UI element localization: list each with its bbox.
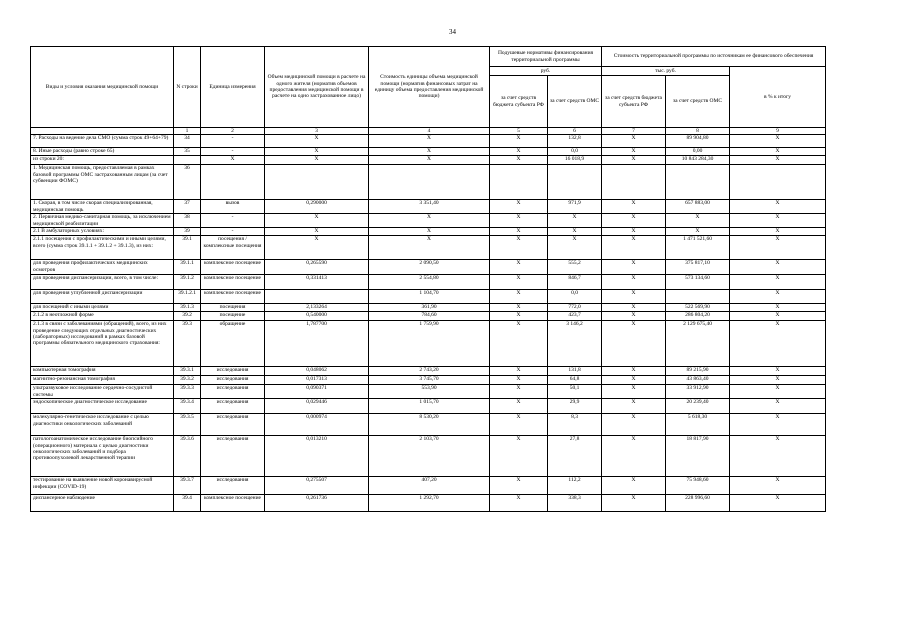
- cell-budget-ths: X: [602, 304, 666, 312]
- table-row: [31, 228, 826, 236]
- table-row: [31, 436, 826, 477]
- cell-unit-cost: 3 745,70: [369, 376, 490, 385]
- cell-percent: X: [730, 477, 826, 495]
- cell-percent: X: [730, 290, 826, 304]
- cell-percent: X: [730, 312, 826, 321]
- cell-oms-rub: 16 018,9: [548, 156, 602, 165]
- cell-percent: X: [730, 321, 826, 367]
- row-name: диспансерное наблюдение: [31, 495, 174, 512]
- table-row: [31, 135, 826, 148]
- row-unit: -: [201, 228, 265, 236]
- cell-oms-ths: 10 843 284,30: [666, 156, 730, 165]
- cell-oms-ths: 573 134,60: [666, 275, 730, 290]
- row-unit: комплексное посещение: [201, 275, 265, 290]
- cell-oms-rub: 846,7: [548, 275, 602, 290]
- cell-oms-rub: 131,8: [548, 367, 602, 376]
- cell-budget-ths: X: [602, 228, 666, 236]
- cell-volume: 0,265590: [265, 260, 369, 275]
- table-row: [31, 304, 826, 312]
- header-oms-ths: за счет средств ОМС: [666, 76, 730, 128]
- row-name: для посещений с иными целями: [31, 304, 174, 312]
- cell-oms-rub: 338,3: [548, 495, 602, 512]
- cell-unit-cost: 2 090,50: [369, 260, 490, 275]
- row-name: 1. Медицинская помощь, предоставляемая в рамках базовой программы ОМС застрахованным лицам (за счет субвенции ФОМС): [31, 165, 174, 200]
- column-number: 2: [201, 128, 265, 135]
- row-unit: -: [201, 214, 265, 228]
- row-number: 39: [174, 228, 201, 236]
- cell-budget-rub: X: [490, 290, 548, 304]
- row-number: 39.3.4: [174, 399, 201, 414]
- cell-oms-rub: 132,8: [548, 135, 602, 148]
- row-number: 39.3.5: [174, 414, 201, 436]
- row-name: 7. Расходы на ведение дела СМО (сумма строк 49+64+79): [31, 135, 174, 148]
- cell-oms-ths: 89 904,80: [666, 135, 730, 148]
- cell-volume: 0,261736: [265, 495, 369, 512]
- cell-oms-rub: 8,3: [548, 414, 602, 436]
- cell-percent: X: [730, 148, 826, 156]
- row-unit: исследования: [201, 436, 265, 477]
- cell-oms-ths: 20 239,40: [666, 399, 730, 414]
- cell-oms-ths: 1 471 521,60: [666, 236, 730, 260]
- row-unit: посещения: [201, 304, 265, 312]
- cell-budget-ths: X: [602, 236, 666, 260]
- cell-budget-rub: X: [490, 304, 548, 312]
- cell-oms-ths: 18 817,90: [666, 436, 730, 477]
- row-name: молекулярно-генетическое исследование с целью диагностики онкологических заболеваний: [31, 414, 174, 436]
- row-number: 39.3.3: [174, 385, 201, 399]
- cell-oms-rub: 423,7: [548, 312, 602, 321]
- cell-budget-ths: X: [602, 367, 666, 376]
- header-unit: Единица измерения: [201, 47, 265, 128]
- table-row: [31, 156, 826, 165]
- cell-volume: X: [265, 214, 369, 228]
- cell-oms-rub: X: [548, 228, 602, 236]
- cell-unit-cost: X: [369, 214, 490, 228]
- cell-volume: X: [265, 135, 369, 148]
- table-row: [31, 200, 826, 214]
- row-name: 2.1.3 в связи с заболеваниями (обращений), всего, из них проведение следующих отдельных диагностических (лабораторных) исследований в рамках базовой программы обязательного медицинского страхования:: [31, 321, 174, 367]
- cell-budget-ths: X: [602, 321, 666, 367]
- row-number: 39.1.3: [174, 304, 201, 312]
- cell-budget-ths: X: [602, 275, 666, 290]
- cell-budget-rub: X: [490, 436, 548, 477]
- cell-volume: X: [265, 156, 369, 165]
- cell-budget-ths: X: [602, 399, 666, 414]
- cell-volume: 0,331413: [265, 275, 369, 290]
- cell-oms-rub: 50,1: [548, 385, 602, 399]
- cell-oms-ths: 286 804,20: [666, 312, 730, 321]
- table-row: [31, 495, 826, 512]
- column-number: 9: [730, 128, 826, 135]
- cell-budget-rub: X: [490, 148, 548, 156]
- header-unit-rub: руб.: [490, 67, 602, 76]
- row-name: 2.1.2 в неотложной форме: [31, 312, 174, 321]
- table-row: [31, 312, 826, 321]
- cell-oms-ths: 43 863,40: [666, 376, 730, 385]
- row-name: 2.1 В амбулаторных условиях:: [31, 228, 174, 236]
- cell-volume: 0,029446: [265, 399, 369, 414]
- cell-oms-rub: X: [548, 214, 602, 228]
- cell-unit-cost: X: [369, 156, 490, 165]
- cell-budget-rub: X: [490, 228, 548, 236]
- cell-oms-rub: 971,9: [548, 200, 602, 214]
- cell-percent: X: [730, 399, 826, 414]
- cell-oms-ths: 375 817,10: [666, 260, 730, 275]
- cell-budget-ths: X: [602, 260, 666, 275]
- table-body: [31, 135, 826, 512]
- row-unit: [201, 165, 265, 200]
- medical-program-table: [30, 46, 826, 512]
- row-name: 8. Иные расходы (равно строке 65): [31, 148, 174, 156]
- row-number: 39.3: [174, 321, 201, 367]
- cell-budget-rub: X: [490, 260, 548, 275]
- table-row: [31, 214, 826, 228]
- cell-volume: 0,275507: [265, 477, 369, 495]
- cell-budget-ths: X: [602, 385, 666, 399]
- row-number: 39.2: [174, 312, 201, 321]
- cell-unit-cost: 2 743,20: [369, 367, 490, 376]
- cell-percent: X: [730, 200, 826, 214]
- cell-percent: X: [730, 436, 826, 477]
- cell-unit-cost: [369, 165, 490, 200]
- row-unit: вызов: [201, 200, 265, 214]
- row-number: 39.1: [174, 236, 201, 260]
- row-unit: -: [201, 135, 265, 148]
- cell-unit-cost: 2 103,70: [369, 436, 490, 477]
- row-number: 37: [174, 200, 201, 214]
- row-name: эндоскопическое диагностическое исследование: [31, 399, 174, 414]
- row-unit: посещения / комплексные посещения: [201, 236, 265, 260]
- cell-oms-ths: 0,00: [666, 148, 730, 156]
- table-row: [31, 236, 826, 260]
- row-number: 39.3.1: [174, 367, 201, 376]
- cell-oms-rub: 772,0: [548, 304, 602, 312]
- row-unit: -: [201, 148, 265, 156]
- row-unit: комплексное посещение: [201, 495, 265, 512]
- cell-volume: 0,013210: [265, 436, 369, 477]
- cell-budget-rub: X: [490, 399, 548, 414]
- table-row: [31, 385, 826, 399]
- cell-oms-rub: 0,0: [548, 148, 602, 156]
- cell-oms-rub: 3 146,2: [548, 321, 602, 367]
- header-oms-rub: за счет средств ОМС: [548, 76, 602, 128]
- column-number: 6: [548, 128, 602, 135]
- table-row: [31, 399, 826, 414]
- header-budget-rub: за счет средств бюджета субъекта РФ: [490, 76, 548, 128]
- cell-unit-cost: 2 554,80: [369, 275, 490, 290]
- cell-volume: 2,133264: [265, 304, 369, 312]
- cell-budget-rub: X: [490, 385, 548, 399]
- cell-budget-rub: X: [490, 214, 548, 228]
- cell-volume: 1,787700: [265, 321, 369, 367]
- cell-oms-ths: 5 618,30: [666, 414, 730, 436]
- row-unit: комплексное посещение: [201, 260, 265, 275]
- table-row: [31, 376, 826, 385]
- cell-oms-ths: 33 912,90: [666, 385, 730, 399]
- cell-percent: X: [730, 414, 826, 436]
- cell-percent: X: [730, 260, 826, 275]
- cell-oms-ths: 522 569,90: [666, 304, 730, 312]
- cell-budget-ths: X: [602, 376, 666, 385]
- cell-budget-ths: X: [602, 200, 666, 214]
- row-number: 39.4: [174, 495, 201, 512]
- row-name: 1. Скорая, в том числе скорая специализированная, медицинская помощь: [31, 200, 174, 214]
- cell-unit-cost: 361,90: [369, 304, 490, 312]
- cell-unit-cost: 784,60: [369, 312, 490, 321]
- table-row: [31, 477, 826, 495]
- row-name: ультразвуковое исследование сердечно-сосудистой системы: [31, 385, 174, 399]
- row-unit: обращение: [201, 321, 265, 367]
- cell-volume: [265, 290, 369, 304]
- row-number: 39.3.2: [174, 376, 201, 385]
- cell-volume: 0,000974: [265, 414, 369, 436]
- cell-oms-rub: 112,2: [548, 477, 602, 495]
- cell-oms-ths: 89 215,90: [666, 367, 730, 376]
- row-number: 39.3.6: [174, 436, 201, 477]
- cell-budget-ths: X: [602, 495, 666, 512]
- cell-budget-ths: X: [602, 477, 666, 495]
- cell-budget-rub: X: [490, 477, 548, 495]
- cell-unit-cost: 407,20: [369, 477, 490, 495]
- column-number: 8: [666, 128, 730, 135]
- table-row: [31, 321, 826, 367]
- cell-percent: X: [730, 376, 826, 385]
- header-unit-cost: Стоимость единицы объема медицинской помощи (норматив финансовых затрат на единицу объема предоставления медицинской помощи): [369, 47, 490, 128]
- cell-budget-ths: X: [602, 148, 666, 156]
- row-unit: исследования: [201, 399, 265, 414]
- cell-unit-cost: 1 759,90: [369, 321, 490, 367]
- cell-budget-rub: X: [490, 414, 548, 436]
- table-row: [31, 414, 826, 436]
- cell-percent: [730, 165, 826, 200]
- cell-volume: X: [265, 228, 369, 236]
- header-row-number: N строки: [174, 47, 201, 128]
- table-row: [31, 165, 826, 200]
- cell-budget-ths: X: [602, 312, 666, 321]
- cell-volume: 0,290000: [265, 200, 369, 214]
- cell-oms-ths: 228 996,60: [666, 495, 730, 512]
- cell-budget-rub: X: [490, 200, 548, 214]
- cell-unit-cost: X: [369, 228, 490, 236]
- header-program-cost: Стоимость территориальной программы по источникам ее финансового обеспечения: [602, 47, 826, 67]
- column-number: 7: [602, 128, 666, 135]
- row-number: 34: [174, 135, 201, 148]
- cell-oms-ths: 657 883,00: [666, 200, 730, 214]
- row-unit: исследования: [201, 414, 265, 436]
- header-budget-ths: за счет средств бюджета субъекта РФ: [602, 76, 666, 128]
- header-unit-ths-rub: тыс. руб.: [602, 67, 730, 76]
- cell-budget-rub: X: [490, 156, 548, 165]
- cell-percent: X: [730, 304, 826, 312]
- header-volume: Объем медицинской помощи в расчете на одного жителя (норматив объемов предоставления медицинской помощи в расчете на одно застрахованное лицо): [265, 47, 369, 128]
- cell-volume: 0,090371: [265, 385, 369, 399]
- cell-oms-rub: 27,8: [548, 436, 602, 477]
- cell-volume: 0,017313: [265, 376, 369, 385]
- header-kind: Виды и условия оказания медицинской помощи: [31, 47, 174, 128]
- row-unit: исследования: [201, 367, 265, 376]
- cell-budget-rub: X: [490, 135, 548, 148]
- cell-oms-rub: 29,9: [548, 399, 602, 414]
- row-unit: исследования: [201, 376, 265, 385]
- cell-unit-cost: X: [369, 236, 490, 260]
- cell-oms-ths: 2 129 675,40: [666, 321, 730, 367]
- cell-percent: X: [730, 214, 826, 228]
- column-number: 5: [490, 128, 548, 135]
- table-row: [31, 290, 826, 304]
- cell-budget-rub: X: [490, 376, 548, 385]
- cell-percent: X: [730, 156, 826, 165]
- cell-budget-ths: [602, 165, 666, 200]
- row-name: для проведения углубленной диспансеризации: [31, 290, 174, 304]
- cell-budget-ths: X: [602, 214, 666, 228]
- cell-budget-ths: X: [602, 135, 666, 148]
- row-name: для проведения диспансеризации, всего, в том числе:: [31, 275, 174, 290]
- row-number: 35: [174, 148, 201, 156]
- row-name: из строки 20:: [31, 156, 174, 165]
- cell-budget-rub: X: [490, 275, 548, 290]
- cell-percent: X: [730, 367, 826, 376]
- cell-percent: X: [730, 495, 826, 512]
- cell-percent: X: [730, 236, 826, 260]
- row-number: [174, 156, 201, 165]
- table-row: [31, 275, 826, 290]
- cell-volume: X: [265, 148, 369, 156]
- cell-oms-rub: 555,2: [548, 260, 602, 275]
- cell-budget-ths: X: [602, 414, 666, 436]
- row-unit: исследования: [201, 385, 265, 399]
- row-unit: X: [201, 156, 265, 165]
- cell-unit-cost: 3 351,40: [369, 200, 490, 214]
- row-number: 39.3.7: [174, 477, 201, 495]
- table-row: [31, 148, 826, 156]
- cell-percent: X: [730, 385, 826, 399]
- cell-unit-cost: 8 530,20: [369, 414, 490, 436]
- row-name: для проведения профилактических медицинских осмотров: [31, 260, 174, 275]
- cell-unit-cost: X: [369, 148, 490, 156]
- cell-budget-rub: X: [490, 367, 548, 376]
- row-unit: комплексное посещение: [201, 290, 265, 304]
- cell-oms-ths: X: [666, 214, 730, 228]
- cell-budget-ths: X: [602, 436, 666, 477]
- cell-percent: X: [730, 135, 826, 148]
- cell-budget-rub: X: [490, 312, 548, 321]
- row-name: тестирование на выявление новой коронавирусной инфекции (COVID-19): [31, 477, 174, 495]
- cell-budget-ths: X: [602, 156, 666, 165]
- row-unit: посещение: [201, 312, 265, 321]
- page-number: 34: [449, 28, 456, 36]
- header-per-capita-norms: Подушевые нормативы финансирования территориальной программы: [490, 47, 602, 67]
- cell-budget-ths: X: [602, 290, 666, 304]
- cell-unit-cost: 553,90: [369, 385, 490, 399]
- row-name: 2. Первичная медико-санитарная помощь, за исключением медицинской реабилитации: [31, 214, 174, 228]
- column-number: 4: [369, 128, 490, 135]
- cell-unit-cost: X: [369, 135, 490, 148]
- row-name: магнитно-резонансная томография: [31, 376, 174, 385]
- cell-unit-cost: 1 104,70: [369, 290, 490, 304]
- cell-oms-rub: 0,0: [548, 290, 602, 304]
- row-name: патологоанатомическое исследование биопсийного (операционного) материала с целью диагностики онкологических заболеваний и подбора противоопухолевой лекарственной терапии: [31, 436, 174, 477]
- cell-budget-rub: [490, 165, 548, 200]
- cell-budget-rub: X: [490, 495, 548, 512]
- table-row: [31, 367, 826, 376]
- cell-oms-ths: X: [666, 228, 730, 236]
- cell-volume: [265, 165, 369, 200]
- cell-percent: X: [730, 275, 826, 290]
- cell-oms-rub: X: [548, 236, 602, 260]
- header-percent-total: в % к итогу: [730, 67, 826, 128]
- cell-oms-ths: [666, 165, 730, 200]
- row-number: 38: [174, 214, 201, 228]
- row-number: 39.1.1: [174, 260, 201, 275]
- cell-budget-rub: X: [490, 321, 548, 367]
- row-number: 39.1.2: [174, 275, 201, 290]
- column-number: 3: [265, 128, 369, 135]
- cell-volume: 0,048062: [265, 367, 369, 376]
- cell-unit-cost: 1 015,70: [369, 399, 490, 414]
- cell-unit-cost: 1 292,70: [369, 495, 490, 512]
- table-row: [31, 260, 826, 275]
- cell-volume: 0,540000: [265, 312, 369, 321]
- row-name: 2.1.1 посещения с профилактическими и иными целями, всего (сумма строк 39.1.1 + 39.1.2 + 39.1.3), из них:: [31, 236, 174, 260]
- cell-oms-ths: [666, 290, 730, 304]
- row-number: 36: [174, 165, 201, 200]
- cell-percent: X: [730, 228, 826, 236]
- row-unit: исследования: [201, 477, 265, 495]
- column-number: 1: [174, 128, 201, 135]
- cell-oms-rub: 64,8: [548, 376, 602, 385]
- cell-budget-rub: X: [490, 236, 548, 260]
- row-number: 39.1.2.1: [174, 290, 201, 304]
- cell-oms-rub: [548, 165, 602, 200]
- cell-oms-ths: 75 948,60: [666, 477, 730, 495]
- row-name: компьютерная томография: [31, 367, 174, 376]
- cell-volume: X: [265, 236, 369, 260]
